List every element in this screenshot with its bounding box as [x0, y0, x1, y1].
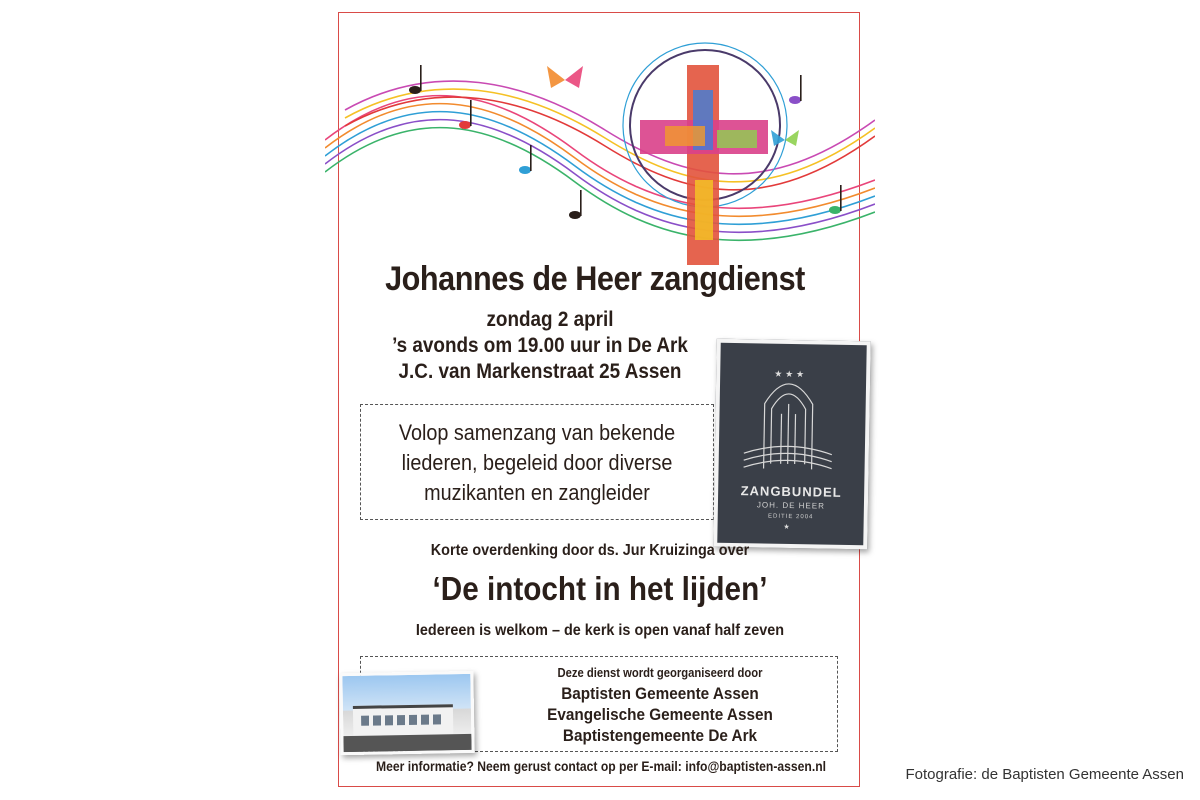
- music-cross-banner: [325, 30, 875, 270]
- church-building-photo: [339, 671, 474, 755]
- event-date: zondag 2 april: [486, 308, 614, 331]
- description-line: muzikanten en zangleider: [424, 480, 650, 505]
- book-title: ZANGBUNDEL: [740, 483, 842, 500]
- organizer-name: Baptistengemeente De Ark: [562, 726, 758, 745]
- event-time-place: ’s avonds om 19.00 uur in De Ark: [392, 334, 688, 357]
- poster-title: Johannes de Heer zangdienst: [385, 260, 805, 298]
- event-address: J.C. van Markenstraat 25 Assen: [398, 360, 682, 383]
- book-edition: EDITIE 2004: [767, 513, 814, 521]
- description-line: Volop samenzang van bekende: [398, 420, 676, 445]
- contact-info: Meer informatie? Neem gerust contact op per E-mail: info@baptisten-assen.nl: [375, 759, 826, 774]
- organizer-name: Baptisten Gemeente Assen: [561, 684, 759, 703]
- description-line: liederen, begeleid door diverse: [401, 450, 673, 475]
- book-subtitle: JOH. DE HEER: [756, 500, 826, 511]
- welcome-text: Iedereen is welkom – de kerk is open vanaf half zeven: [415, 622, 785, 639]
- sermon-intro: Korte overdenking door ds. Jur Kruizinga over: [430, 542, 750, 559]
- organizers-intro: Deze dienst wordt georganiseerd door: [557, 666, 763, 680]
- svg-text:★ ★ ★: ★ ★ ★: [774, 369, 805, 381]
- organizer-name: Evangelische Gemeente Assen: [547, 705, 773, 724]
- svg-text:★: ★: [783, 522, 790, 531]
- sermon-title: ‘De intocht in het lijden’: [432, 570, 768, 607]
- songbook-cover-image: [713, 339, 871, 550]
- photo-credit: Fotografie: de Baptisten Gemeente Assen: [905, 766, 1184, 783]
